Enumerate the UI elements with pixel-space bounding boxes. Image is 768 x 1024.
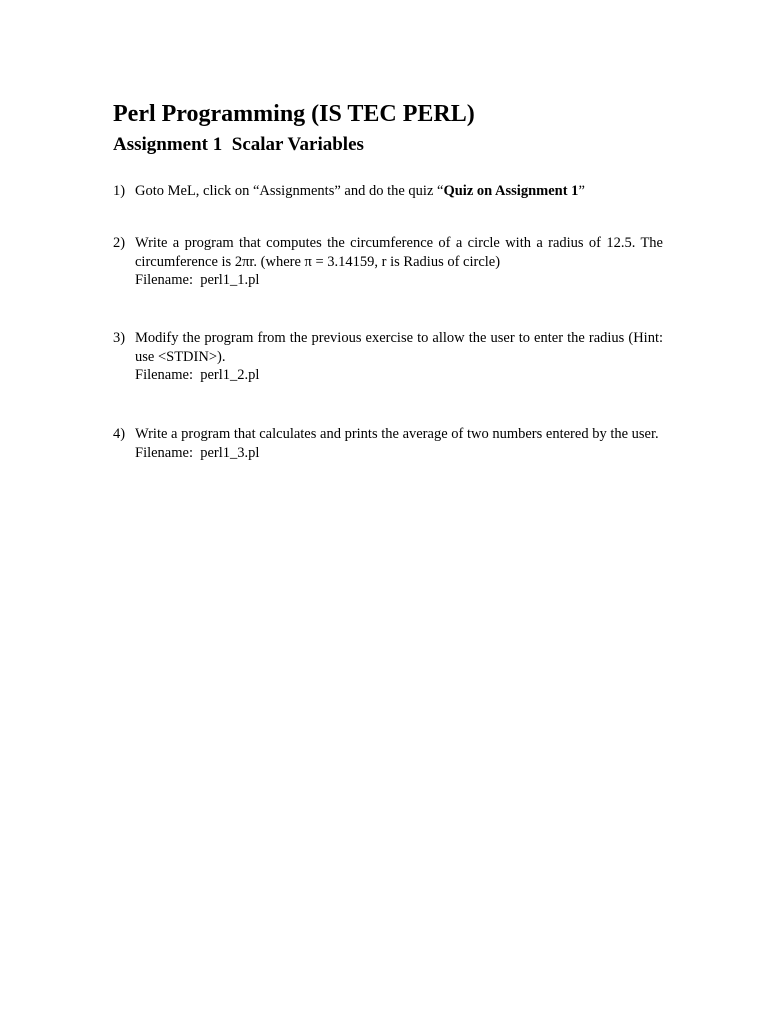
exercise-body [135,329,663,385]
exercise-item-4 [113,425,663,462]
exercise-text [135,182,663,201]
document-page [113,96,663,461]
quiz-name: Quiz on Assignment 1 [443,183,579,199]
exercise-text-end: ” [578,183,585,199]
exercise-filename: Filename: perl1_1.pl [135,272,260,288]
exercise-item-1 [113,182,663,201]
exercise-number: 4) [113,426,126,442]
exercise-number: 3) [113,330,126,346]
exercise-text: Write a program that computes the circumference of a circle with a radius of 12.5. The circumference is 2πr. (where π = 3.14159, r is Radius of circle) [135,235,663,270]
exercise-filename: Filename: perl1_2.pl [135,367,260,383]
exercise-text: Modify the program from the previous exercise to allow the user to enter the radius (Hint: use <STDIN>). [135,330,663,365]
exercise-item-2 [113,234,663,290]
exercise-number: 2) [113,235,126,251]
exercise-text: Write a program that calculates and prints the average of two numbers entered by the user. [135,426,659,442]
exercise-number: 1) [113,183,126,199]
exercise-filename: Filename: perl1_3.pl [135,444,260,461]
document-title: Perl Programming (IS TEC PERL) [113,101,475,127]
exercise-body [135,234,663,290]
exercise-body [135,425,663,462]
exercise-body [135,182,663,201]
assignment-heading: Assignment 1 Scalar Variables [113,134,364,155]
exercise-item-3 [113,329,663,385]
exercise-text-start: Goto MeL, click on “Assignments” and do the quiz “ [135,183,444,199]
